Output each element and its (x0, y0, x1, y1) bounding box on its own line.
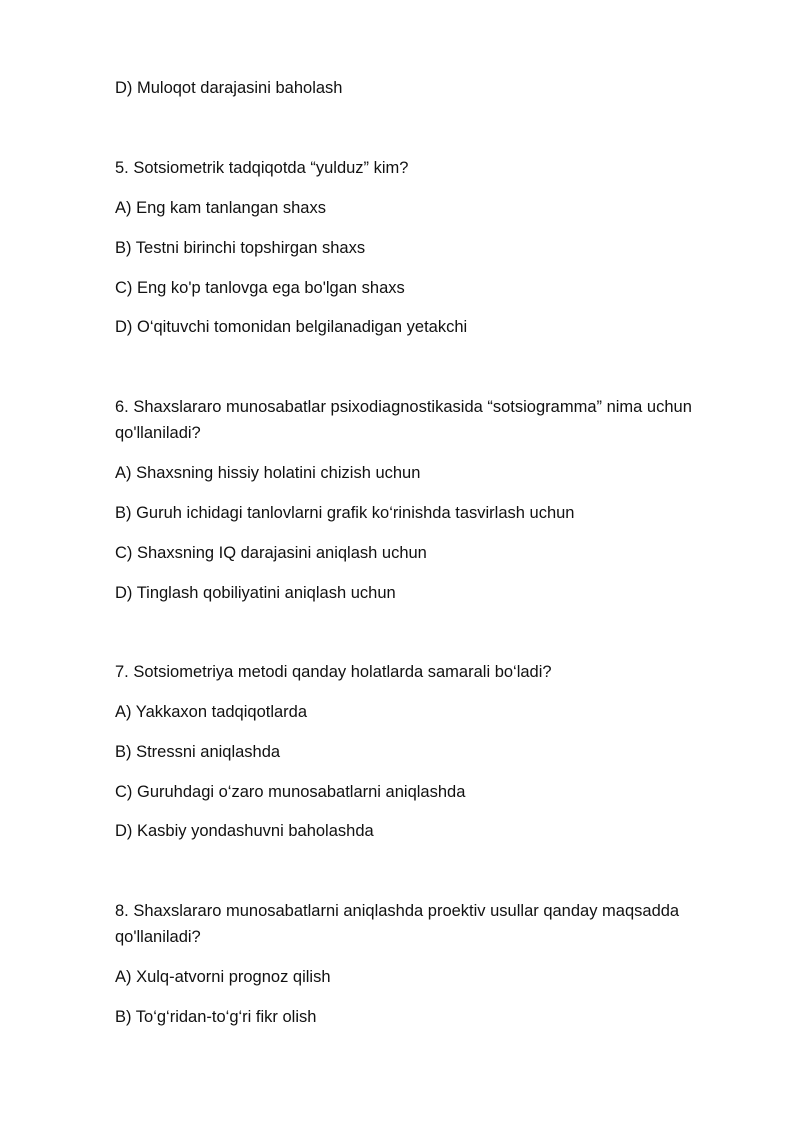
answer-option: D) Kasbiy yondashuvni baholashda (115, 822, 374, 840)
answer-option: B) To‘g‘ridan-to‘g‘ri fikr olish (115, 1008, 317, 1026)
answer-option: A) Xulq-atvorni prognoz qilish (115, 968, 331, 986)
answer-option: B) Testni birinchi topshirgan shaxs (115, 239, 366, 257)
answer-option: B) Guruh ichidagi tanlovlarni grafik ko‘rinishda tasvirlash uchun (115, 504, 575, 522)
answer-option: C) Guruhdagi o‘zaro munosabatlarni aniqlashda (115, 783, 466, 801)
answer-option: D) Tinglash qobiliyatini aniqlash uchun (115, 584, 396, 602)
question-text: 8. Shaxslararo munosabatlarni aniqlashda proektiv usullar qanday maqsadda qo'llaniladi? (115, 902, 680, 946)
question-text: 7. Sotsiometriya metodi qanday holatlarda samarali bo‘ladi? (115, 663, 552, 681)
question-text: 5. Sotsiometrik tadqiqotda “yulduz” kim? (115, 159, 409, 177)
answer-option: A) Yakkaxon tadqiqotlarda (115, 703, 308, 721)
answer-option: C) Eng ko'p tanlovga ega bo'lgan shaxs (115, 279, 405, 297)
answer-option: A) Eng kam tanlangan shaxs (115, 199, 326, 217)
answer-option: A) Shaxsning hissiy holatini chizish uchun (115, 464, 421, 482)
answer-option: C) Shaxsning IQ darajasini aniqlash uchun (115, 544, 427, 562)
question-text: 6. Shaxslararo munosabatlar psixodiagnostikasida “sotsiogramma” nima uchun qo'llaniladi? (115, 398, 692, 442)
answer-option: D) Muloqot darajasini baholash (115, 79, 343, 97)
answer-option: D) O‘qituvchi tomonidan belgilanadigan yetakchi (115, 318, 468, 336)
answer-option: B) Stressni aniqlashda (115, 743, 281, 761)
